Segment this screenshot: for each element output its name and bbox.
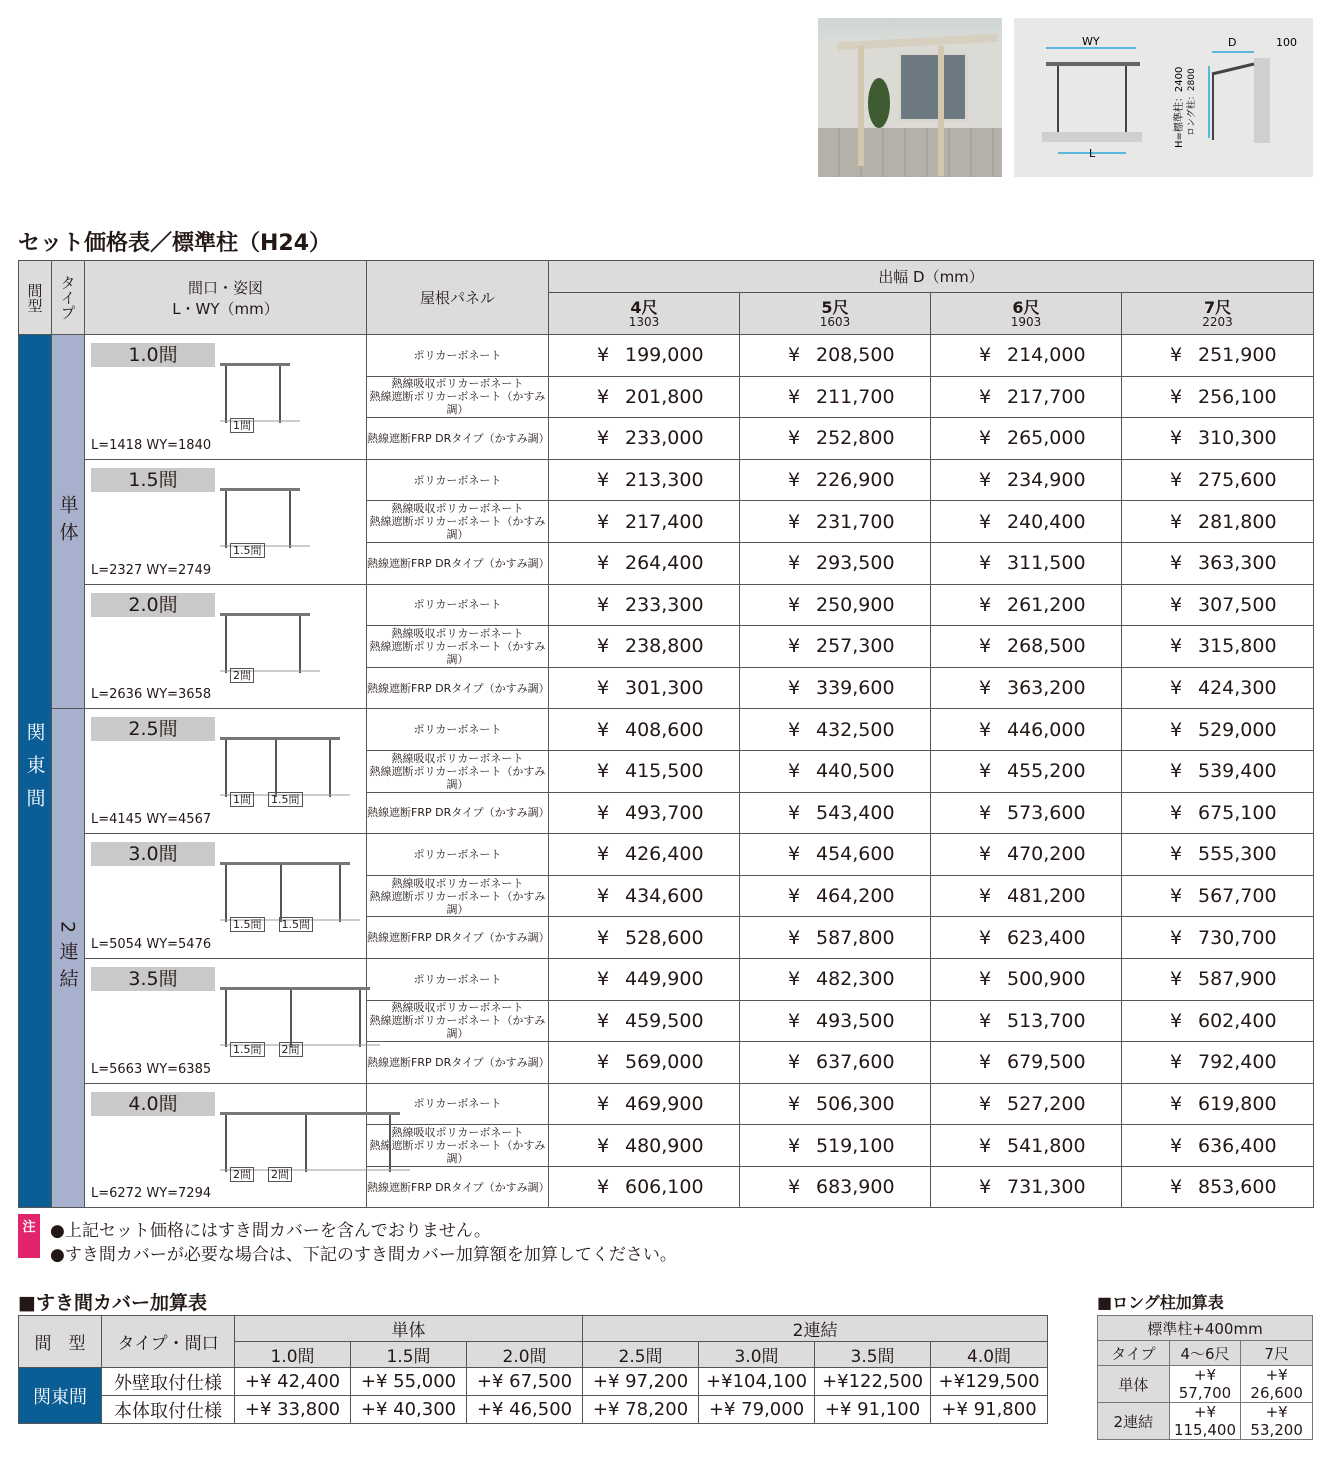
size-sketch [220, 357, 310, 452]
size-dims: L=5663 WY=6385 [91, 1061, 212, 1077]
header-region: 間型 [19, 261, 52, 335]
price-cell: ¥ 519,100 [740, 1125, 931, 1167]
price-cell: ¥ 454,600 [740, 834, 931, 876]
price-cell: ¥ 257,300 [740, 626, 931, 668]
price-cell: ¥ 573,600 [931, 792, 1122, 834]
long-h-type: タイプ [1098, 1341, 1170, 1366]
price-cell: ¥ 455,200 [931, 750, 1122, 792]
size-sketch [220, 856, 370, 951]
price-cell: ¥ 233,000 [549, 418, 740, 460]
cover-table [18, 1315, 1048, 1424]
price-cell: ¥ 482,300 [740, 958, 931, 1000]
size-tag: 2.0間 [91, 593, 215, 617]
size-dims: L=4145 WY=4567 [91, 812, 212, 828]
long-value: +¥ 26,600 [1241, 1366, 1313, 1403]
panel-name: ポリカーボネート [367, 834, 549, 876]
price-cell: ¥ 238,800 [549, 626, 740, 668]
diagram-h2: ロング柱：2800 [1187, 68, 1197, 136]
price-row [19, 459, 1314, 501]
price-row [19, 1083, 1314, 1125]
long-header: 標準柱+400mm [1098, 1316, 1313, 1341]
price-cell: ¥ 217,400 [549, 501, 740, 543]
price-cell: ¥ 440,500 [740, 750, 931, 792]
price-cell: ¥ 587,800 [740, 917, 931, 959]
panel-name: 熱線遮断FRP DRタイプ（かすみ調） [367, 1166, 549, 1208]
panel-name: ポリカーボネート [367, 335, 549, 377]
span-label: 1間 [230, 418, 254, 433]
panel-name: 熱線吸収ポリカーボネート 熱線遮断ポリカーボネート（かすみ調） [367, 750, 549, 792]
price-cell: ¥ 637,600 [740, 1042, 931, 1084]
price-cell: ¥ 539,400 [1122, 750, 1314, 792]
size-cell [85, 1083, 367, 1208]
price-cell: ¥ 470,200 [931, 834, 1122, 876]
price-cell: ¥ 233,300 [549, 584, 740, 626]
price-cell: ¥ 683,900 [740, 1166, 931, 1208]
price-cell: ¥ 256,100 [1122, 376, 1314, 418]
header-panel: 屋根パネル [367, 261, 549, 335]
size-tag: 1.5間 [91, 468, 215, 492]
size-tag: 3.0間 [91, 842, 215, 866]
long-row [1098, 1366, 1313, 1403]
price-row [19, 834, 1314, 876]
span-label: 2間 [230, 1167, 254, 1182]
size-tag: 4.0間 [91, 1092, 215, 1116]
price-table [18, 260, 1314, 1208]
price-cell: ¥ 234,900 [931, 459, 1122, 501]
depth-header: 7尺 2203 [1122, 293, 1314, 335]
price-cell: ¥ 281,800 [1122, 501, 1314, 543]
depth-header: 4尺 1303 [549, 293, 740, 335]
price-cell: ¥ 567,700 [1122, 875, 1314, 917]
size-cell [85, 834, 367, 959]
long-h-a: 4〜6尺 [1169, 1341, 1241, 1366]
price-cell: ¥ 217,700 [931, 376, 1122, 418]
size-dims: L=2636 WY=3658 [91, 687, 212, 703]
span-label: 2間 [268, 1167, 292, 1182]
price-cell: ¥ 543,400 [740, 792, 931, 834]
price-cell: ¥ 481,200 [931, 875, 1122, 917]
size-sketch [220, 731, 360, 826]
price-cell: ¥ 493,500 [740, 1000, 931, 1042]
price-cell: ¥ 675,100 [1122, 792, 1314, 834]
price-cell: ¥ 315,800 [1122, 626, 1314, 668]
price-cell: ¥ 506,300 [740, 1083, 931, 1125]
note-2: ●すき間カバーが必要な場合は、下記のすき間カバー加算額を加算してください。 [50, 1245, 677, 1265]
price-cell: ¥ 619,800 [1122, 1083, 1314, 1125]
cover-row [19, 1396, 1048, 1424]
price-cell: ¥ 208,500 [740, 335, 931, 377]
cover-col: 3.0間 [699, 1342, 815, 1368]
price-cell: ¥ 587,900 [1122, 958, 1314, 1000]
price-cell: ¥ 240,400 [931, 501, 1122, 543]
cover-value: +¥ 97,200 [583, 1368, 699, 1396]
price-cell: ¥ 555,300 [1122, 834, 1314, 876]
price-cell: ¥ 199,000 [549, 335, 740, 377]
cover-value: +¥ 91,800 [931, 1396, 1048, 1424]
panel-name: 熱線遮断FRP DRタイプ（かすみ調） [367, 917, 549, 959]
price-cell: ¥ 265,000 [931, 418, 1122, 460]
price-cell: ¥ 541,800 [931, 1125, 1122, 1167]
price-cell: ¥ 480,900 [549, 1125, 740, 1167]
price-cell: ¥ 251,900 [1122, 335, 1314, 377]
price-cell: ¥ 602,400 [1122, 1000, 1314, 1042]
span-labels [230, 1041, 317, 1057]
price-cell: ¥ 853,600 [1122, 1166, 1314, 1208]
price-cell: ¥ 213,300 [549, 459, 740, 501]
size-tag: 1.0間 [91, 343, 215, 367]
cover-value: +¥ 78,200 [583, 1396, 699, 1424]
price-cell: ¥ 264,400 [549, 542, 740, 584]
diagram-h: H=標準柱：2400 [1174, 66, 1185, 148]
panel-name: 熱線遮断FRP DRタイプ（かすみ調） [367, 667, 549, 709]
panel-name: ポリカーボネート [367, 584, 549, 626]
price-cell: ¥ 529,000 [1122, 709, 1314, 751]
panel-name: ポリカーボネート [367, 1083, 549, 1125]
note-tag: 注 [18, 1214, 40, 1258]
price-cell: ¥ 432,500 [740, 709, 931, 751]
type-single: 単体 [52, 335, 85, 709]
cover-value: +¥122,500 [815, 1368, 931, 1396]
cover-row-label: 外壁取付仕様 [102, 1368, 235, 1396]
size-sketch [220, 981, 390, 1076]
span-label: 2間 [230, 668, 254, 683]
price-cell: ¥ 231,700 [740, 501, 931, 543]
cover-h-type: タイプ・間口 [102, 1316, 235, 1368]
long-value: +¥ 57,700 [1169, 1366, 1241, 1403]
size-sketch [220, 482, 320, 577]
price-cell: ¥ 731,300 [931, 1166, 1122, 1208]
price-cell: ¥ 434,600 [549, 875, 740, 917]
panel-name: 熱線吸収ポリカーボネート 熱線遮断ポリカーボネート（かすみ調） [367, 501, 549, 543]
price-cell: ¥ 293,500 [740, 542, 931, 584]
cover-col: 1.5間 [351, 1342, 467, 1368]
panel-name: 熱線遮断FRP DRタイプ（かすみ調） [367, 792, 549, 834]
size-cell [85, 335, 367, 460]
cover-h-region: 間 型 [19, 1316, 102, 1368]
size-tag: 2.5間 [91, 717, 215, 741]
price-cell: ¥ 301,300 [549, 667, 740, 709]
price-cell: ¥ 446,000 [931, 709, 1122, 751]
cover-row-label: 本体取付仕様 [102, 1396, 235, 1424]
cover-col: 4.0間 [931, 1342, 1048, 1368]
depth-header: 6尺 1903 [931, 293, 1122, 335]
span-labels [230, 791, 317, 807]
price-row [19, 958, 1314, 1000]
size-dims: L=2327 WY=2749 [91, 562, 212, 578]
product-photo [818, 18, 1002, 177]
price-cell: ¥ 513,700 [931, 1000, 1122, 1042]
price-cell: ¥ 363,200 [931, 667, 1122, 709]
price-cell: ¥ 527,200 [931, 1083, 1122, 1125]
price-cell: ¥ 636,400 [1122, 1125, 1314, 1167]
depth-header: 5尺 1603 [740, 293, 931, 335]
diagram-wy: WY [1082, 35, 1100, 48]
span-label: 1.5間 [230, 1042, 265, 1057]
cover-value: +¥ 33,800 [235, 1396, 351, 1424]
span-labels [230, 916, 327, 932]
size-dims: L=5054 WY=5476 [91, 936, 212, 952]
cover-value: +¥ 91,100 [815, 1396, 931, 1424]
span-label: 1.5間 [268, 792, 303, 807]
price-cell: ¥ 459,500 [549, 1000, 740, 1042]
long-row [1098, 1403, 1313, 1440]
header-depth: 出幅 D（mm） [549, 261, 1314, 293]
cover-value: +¥ 46,500 [467, 1396, 583, 1424]
size-tag: 3.5間 [91, 967, 215, 991]
size-dims: L=1418 WY=1840 [91, 437, 212, 453]
price-cell: ¥ 226,900 [740, 459, 931, 501]
price-cell: ¥ 792,400 [1122, 1042, 1314, 1084]
price-cell: ¥ 679,500 [931, 1042, 1122, 1084]
price-cell: ¥ 250,900 [740, 584, 931, 626]
price-cell: ¥ 623,400 [931, 917, 1122, 959]
cover-value: +¥129,500 [931, 1368, 1048, 1396]
panel-name: 熱線遮断FRP DRタイプ（かすみ調） [367, 418, 549, 460]
diagram-d: D [1228, 36, 1237, 49]
cover-row [19, 1368, 1048, 1396]
price-cell: ¥ 268,500 [931, 626, 1122, 668]
cover-value: +¥104,100 [699, 1368, 815, 1396]
cover-h-double: 2連結 [583, 1316, 1048, 1342]
cover-value: +¥ 55,000 [351, 1368, 467, 1396]
header-size: 間口・姿図 L・WY（mm） [85, 261, 367, 335]
cover-value: +¥ 40,300 [351, 1396, 467, 1424]
diagram-l: L [1089, 147, 1096, 160]
price-cell: ¥ 493,700 [549, 792, 740, 834]
price-cell: ¥ 307,500 [1122, 584, 1314, 626]
cover-value: +¥ 79,000 [699, 1396, 815, 1424]
price-cell: ¥ 363,300 [1122, 542, 1314, 584]
cover-value: +¥ 42,400 [235, 1368, 351, 1396]
cover-col: 3.5間 [815, 1342, 931, 1368]
price-cell: ¥ 261,200 [931, 584, 1122, 626]
price-cell: ¥ 211,700 [740, 376, 931, 418]
long-h-b: 7尺 [1241, 1341, 1313, 1366]
cover-h-single: 単体 [235, 1316, 583, 1342]
price-cell: ¥ 275,600 [1122, 459, 1314, 501]
cover-col: 1.0間 [235, 1342, 351, 1368]
panel-name: 熱線吸収ポリカーボネート 熱線遮断ポリカーボネート（かすみ調） [367, 376, 549, 418]
price-cell: ¥ 464,200 [740, 875, 931, 917]
cover-col: 2.0間 [467, 1342, 583, 1368]
diagram-100: 100 [1276, 36, 1297, 49]
price-cell: ¥ 311,500 [931, 542, 1122, 584]
panel-name: 熱線吸収ポリカーボネート 熱線遮断ポリカーボネート（かすみ調） [367, 875, 549, 917]
price-cell: ¥ 449,900 [549, 958, 740, 1000]
size-cell [85, 709, 367, 834]
price-cell: ¥ 569,000 [549, 1042, 740, 1084]
note-1: ●上記セット価格にはすき間カバーを含んでおりません。 [50, 1221, 491, 1241]
size-cell [85, 958, 367, 1083]
price-cell: ¥ 426,400 [549, 834, 740, 876]
panel-name: 熱線吸収ポリカーボネート 熱線遮断ポリカーボネート（かすみ調） [367, 1000, 549, 1042]
long-title: ■ロング柱加算表 [1097, 1293, 1224, 1312]
price-cell: ¥ 469,900 [549, 1083, 740, 1125]
cover-title: ■すき間カバー加算表 [18, 1292, 207, 1314]
price-cell: ¥ 408,600 [549, 709, 740, 751]
panel-name: 熱線吸収ポリカーボネート 熱線遮断ポリカーボネート（かすみ調） [367, 626, 549, 668]
span-labels [230, 667, 268, 683]
span-label: 1.5間 [230, 543, 265, 558]
long-row-label: 単体 [1098, 1366, 1170, 1403]
panel-name: ポリカーボネート [367, 958, 549, 1000]
price-cell: ¥ 201,800 [549, 376, 740, 418]
size-sketch [220, 607, 330, 702]
page-title: セット価格表／標準柱（H24） [18, 231, 332, 256]
price-row [19, 709, 1314, 751]
span-labels [230, 1166, 306, 1182]
span-labels [230, 417, 268, 433]
size-cell [85, 459, 367, 584]
price-cell: ¥ 606,100 [549, 1166, 740, 1208]
span-label: 1間 [230, 792, 254, 807]
price-cell: ¥ 214,000 [931, 335, 1122, 377]
price-cell: ¥ 730,700 [1122, 917, 1314, 959]
long-value: +¥ 115,400 [1169, 1403, 1241, 1440]
price-row [19, 584, 1314, 626]
panel-name: 熱線吸収ポリカーボネート 熱線遮断ポリカーボネート（かすみ調） [367, 1125, 549, 1167]
price-cell: ¥ 310,300 [1122, 418, 1314, 460]
span-label: 1.5間 [230, 917, 265, 932]
panel-name: ポリカーボネート [367, 709, 549, 751]
price-cell: ¥ 500,900 [931, 958, 1122, 1000]
price-cell: ¥ 528,600 [549, 917, 740, 959]
size-sketch [220, 1106, 420, 1201]
price-cell: ¥ 424,300 [1122, 667, 1314, 709]
long-row-label: 2連結 [1098, 1403, 1170, 1440]
header-type: タイプ [52, 261, 85, 335]
region-label: 関東間 [19, 335, 52, 1208]
cover-col: 2.5間 [583, 1342, 699, 1368]
long-value: +¥ 53,200 [1241, 1403, 1313, 1440]
price-row [19, 335, 1314, 377]
dimension-diagram [1014, 18, 1313, 177]
span-labels [230, 542, 279, 558]
panel-name: ポリカーボネート [367, 459, 549, 501]
price-cell: ¥ 339,600 [740, 667, 931, 709]
type-double: 2連結 [52, 709, 85, 1208]
panel-name: 熱線遮断FRP DRタイプ（かすみ調） [367, 1042, 549, 1084]
price-cell: ¥ 415,500 [549, 750, 740, 792]
panel-name: 熱線遮断FRP DRタイプ（かすみ調） [367, 542, 549, 584]
span-label: 2間 [279, 1042, 303, 1057]
size-cell [85, 584, 367, 709]
cover-region: 関東間 [19, 1368, 102, 1424]
long-table [1097, 1315, 1313, 1440]
price-cell: ¥ 252,800 [740, 418, 931, 460]
cover-value: +¥ 67,500 [467, 1368, 583, 1396]
size-dims: L=6272 WY=7294 [91, 1186, 212, 1202]
span-label: 1.5間 [279, 917, 314, 932]
